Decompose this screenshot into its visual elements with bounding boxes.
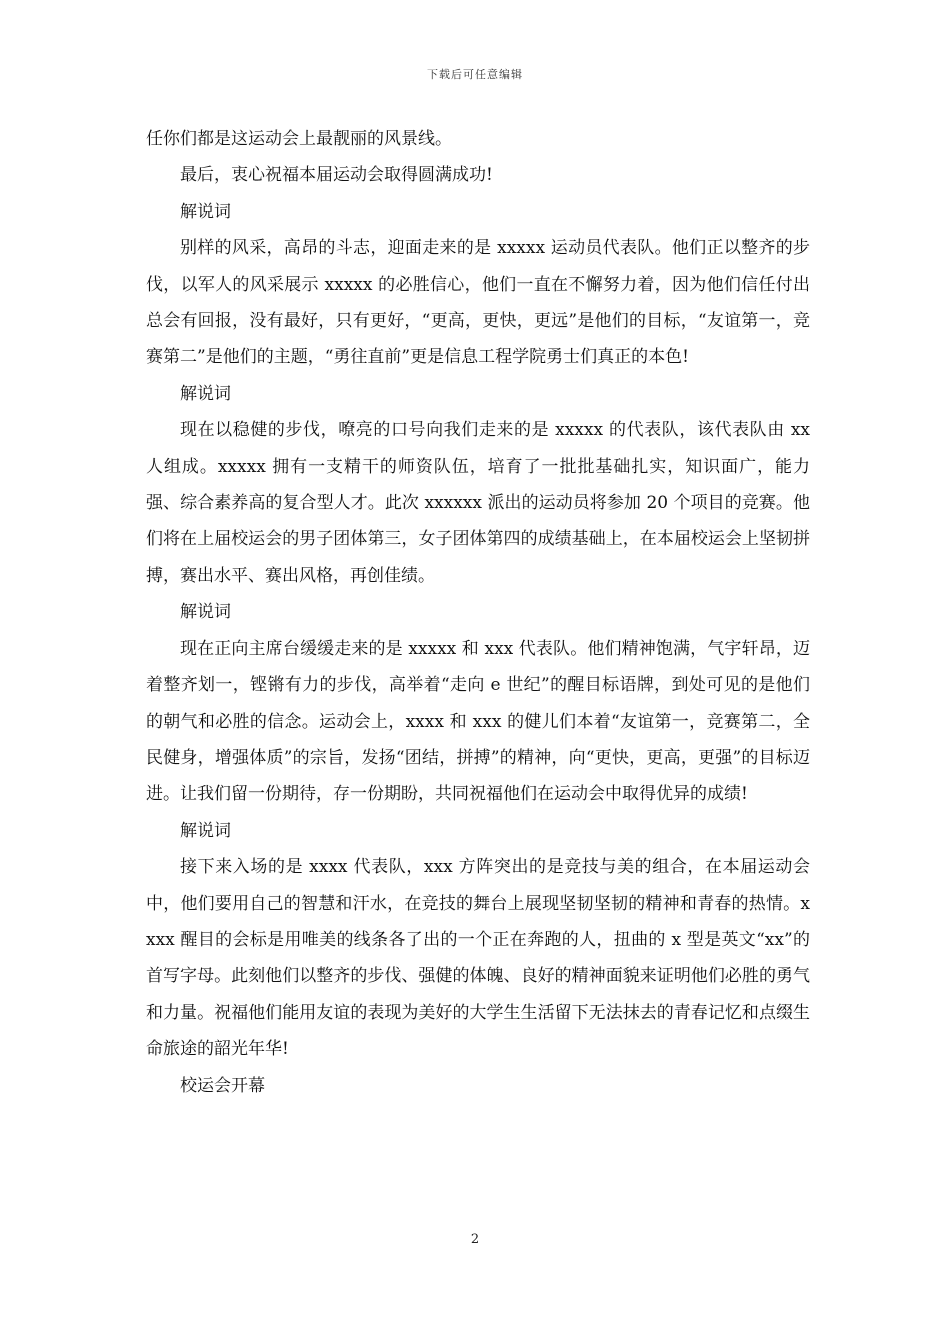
- paragraph: 任你们都是这运动会上最靓丽的风景线。: [146, 129, 452, 149]
- paragraph: 最后，衷心祝福本届运动会取得圆满成功!: [180, 165, 493, 186]
- page-header: 下载后可任意编辑: [427, 68, 523, 81]
- section-heading: 解说词: [180, 383, 231, 404]
- page-number: 2: [470, 1232, 480, 1247]
- paragraph: 现在正向主席台缓缓走来的是 xxxxx 和 xxx 代表队。他们精神饱满，气宇轩昂，迈着整齐划一，铿锵有力的步伐，高举着“走向 e 世纪”的醒目标语牌，到处可见的是他们的朝气和必胜的信念。运动会上，xxxx 和 xxx 的健儿们本着“友谊第一，竞赛第二，全民健身，增强体质”的宗旨，发扬“团结，拼搏”的精神，向“更快，更高，更强”的目标迈进。让我们留一份期待，存一份期盼，共同祝福他们在运动会中取得优异的成绩!: [146, 638, 810, 805]
- section-heading: 校运会开幕: [180, 1075, 265, 1096]
- paragraph: 现在以稳健的步伐，嘹亮的口号向我们走来的是 xxxxx 的代表队，该代表队由 xx 人组成。xxxxx 拥有一支精干的师资队伍，培育了一批批基础扎实，知识面广，能力强、综合素养高的复合型人才。此次 xxxxxx 派出的运动员将参加 20 个项目的竞赛。他们将在上届校运会的男子团体第三，女子团体第四的成绩基础上，在本届校运会上坚韧拼搏，赛出水平、赛出风格，再创佳绩。: [146, 420, 810, 586]
- paragraph: 别样的风采，高昂的斗志，迎面走来的是 xxxxx 运动员代表队。他们正以整齐的步伐，以军人的风采展示 xxxxx 的必胜信心，他们一直在不懈努力着，因为他们信任付出总会有回报，没有最好，只有更好，“更高，更快，更远”是他们的目标，“友谊第一，竞赛第二”是他们的主题，“勇往直前”更是信息工程学院勇士们真正的本色!: [146, 238, 810, 368]
- document-body: [146, 121, 810, 1104]
- paragraph: 接下来入场的是 xxxx 代表队，xxx 方阵突出的是竞技与美的组合，在本届运动会中，他们要用自己的智慧和汗水，在竞技的舞台上展现坚韧坚韧的精神和青春的热情。xxxx 醒目的会标是用唯美的线条各了出的一个正在奔跑的人，扭曲的 x 型是英文“xx”的首写字母。此刻他们以整齐的步伐、强健的体魄、良好的精神面貌来证明他们必胜的勇气和力量。祝福他们能用友谊的表现为美好的大学生生活留下无法抹去的青春记忆和点缀生命旅途的韶光年华!: [146, 857, 810, 1060]
- section-heading: 解说词: [180, 820, 231, 841]
- section-heading: 解说词: [180, 602, 231, 623]
- section-heading: 解说词: [180, 201, 231, 222]
